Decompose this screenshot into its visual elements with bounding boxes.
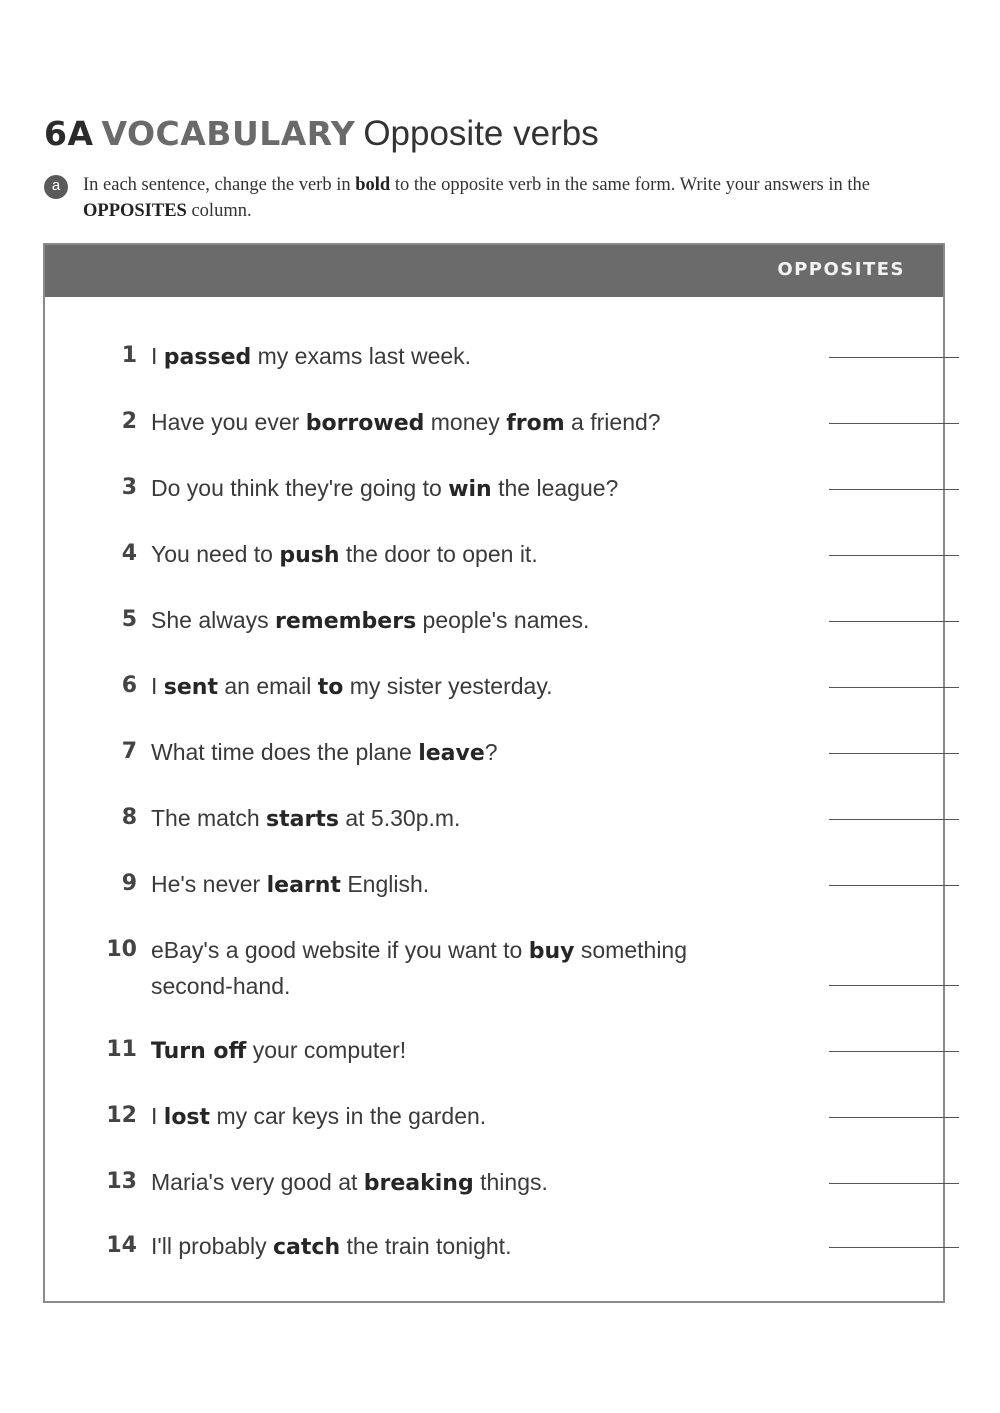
item-number: 7 [121, 739, 137, 764]
text-fragment: the door to open it. [339, 541, 538, 567]
bold-verb: win [448, 477, 492, 502]
text-fragment: an email [217, 673, 318, 699]
exercise-item [101, 1229, 921, 1265]
text-fragment: something second-hand. [151, 937, 688, 999]
item-sentence [151, 1165, 711, 1201]
bold-verb: buy [528, 939, 575, 964]
text-fragment: a friend? [564, 409, 661, 435]
exercise-item [101, 1099, 921, 1135]
text-fragment: your computer! [246, 1037, 407, 1063]
bold-verb: Turn off [151, 1039, 247, 1064]
answer-blank[interactable] [829, 1183, 959, 1184]
text-fragment: my sister yesterday. [343, 673, 553, 699]
bold-verb: remembers [275, 609, 417, 634]
item-sentence [151, 669, 711, 705]
item-sentence [151, 537, 711, 573]
answer-blank[interactable] [829, 1247, 959, 1248]
unit-code: 6A [44, 114, 94, 153]
item-number: 11 [106, 1037, 137, 1062]
exercise-item [101, 1165, 921, 1201]
text-fragment: people's names. [416, 607, 590, 633]
bold-verb: learnt [266, 873, 341, 898]
text-fragment: I [151, 343, 164, 369]
bold-verb: from [506, 411, 565, 436]
answer-blank[interactable] [829, 1117, 959, 1118]
bold-verb: bold [355, 175, 391, 195]
item-sentence [151, 1099, 711, 1135]
text-fragment: The match [151, 805, 267, 831]
exercise-item [101, 801, 921, 837]
instruction-text [83, 172, 924, 224]
item-number: 9 [121, 871, 137, 896]
bold-verb: lost [163, 1105, 211, 1130]
item-number: 14 [106, 1233, 137, 1258]
bold-verb: breaking [363, 1171, 474, 1196]
bold-verb: borrowed [305, 411, 425, 436]
text-fragment: You need to [151, 541, 280, 567]
answer-blank[interactable] [829, 985, 959, 986]
bold-verb: OPPOSITES [83, 201, 187, 221]
exercise-item [101, 933, 921, 1003]
item-sentence [151, 1033, 711, 1069]
text-fragment: Maria's very good at [151, 1169, 364, 1195]
item-sentence [151, 471, 711, 507]
exercise-item [101, 669, 921, 705]
text-fragment: She always [151, 607, 276, 633]
answer-blank[interactable] [829, 621, 959, 622]
bold-verb: push [279, 543, 340, 568]
item-number: 13 [106, 1169, 137, 1194]
text-fragment: What time does the plane [151, 739, 419, 765]
section-subtitle: Opposite verbs [363, 114, 599, 153]
item-number: 8 [121, 805, 137, 830]
text-fragment: my exams last week. [251, 343, 472, 369]
item-number: 12 [106, 1103, 137, 1128]
exercise-item [101, 735, 921, 771]
item-number: 6 [121, 673, 137, 698]
bold-verb: leave [418, 741, 485, 766]
item-sentence [151, 1229, 711, 1265]
answer-blank[interactable] [829, 753, 959, 754]
item-number: 5 [121, 607, 137, 632]
text-fragment: the train tonight. [340, 1233, 512, 1259]
bold-verb: to [317, 675, 344, 700]
exercise-item [101, 1033, 921, 1069]
text-fragment: English. [340, 871, 430, 897]
exercise-item [101, 471, 921, 507]
exercise-item [101, 603, 921, 639]
item-sentence [151, 933, 711, 1003]
text-fragment: In each sentence, change the verb in [83, 175, 356, 195]
item-sentence [151, 801, 711, 837]
section-label: VOCABULARY [101, 114, 356, 153]
exercise-item [101, 537, 921, 573]
table-header [45, 245, 943, 297]
bold-verb: sent [163, 675, 218, 700]
text-fragment: money [424, 409, 507, 435]
item-sentence [151, 735, 711, 771]
opposites-column-title: OPPOSITES [777, 259, 905, 280]
answer-blank[interactable] [829, 687, 959, 688]
text-fragment: at 5.30p.m. [338, 805, 461, 831]
exercise-item [101, 405, 921, 441]
answer-blank[interactable] [829, 357, 959, 358]
bold-verb: catch [273, 1235, 341, 1260]
answer-blank[interactable] [829, 423, 959, 424]
item-sentence [151, 339, 711, 375]
text-fragment: I [151, 673, 164, 699]
item-sentence [151, 603, 711, 639]
answer-blank[interactable] [829, 489, 959, 490]
item-sentence [151, 405, 711, 441]
text-fragment: Do you think they're going to [151, 475, 449, 501]
instruction [44, 172, 924, 224]
bold-verb: passed [163, 345, 252, 370]
item-number: 3 [121, 475, 137, 500]
text-fragment: to the opposite verb in the same form. Write your answers in the [390, 175, 871, 195]
answer-blank[interactable] [829, 885, 959, 886]
text-fragment: Have you ever [151, 409, 306, 435]
text-fragment: He's never [151, 871, 267, 897]
exercise-item [101, 339, 921, 375]
exercise-item [101, 867, 921, 903]
text-fragment: I'll probably [151, 1233, 274, 1259]
item-number: 10 [106, 937, 137, 962]
item-number: 1 [121, 343, 137, 368]
answer-blank[interactable] [829, 555, 959, 556]
bold-verb: starts [266, 807, 339, 832]
text-fragment: column. [186, 201, 252, 221]
exercise-badge: a [44, 175, 68, 199]
item-number: 4 [121, 541, 137, 566]
text-fragment: things. [473, 1169, 548, 1195]
item-number: 2 [121, 409, 137, 434]
text-fragment: my car keys in the garden. [210, 1103, 487, 1129]
text-fragment: eBay's a good website if you want to [151, 937, 529, 963]
page-title [44, 114, 599, 154]
text-fragment: I [151, 1103, 164, 1129]
text-fragment: the league? [491, 475, 619, 501]
item-sentence [151, 867, 711, 903]
exercise-table [43, 243, 945, 1303]
answer-blank[interactable] [829, 819, 959, 820]
text-fragment: ? [484, 739, 498, 765]
answer-blank[interactable] [829, 1051, 959, 1052]
